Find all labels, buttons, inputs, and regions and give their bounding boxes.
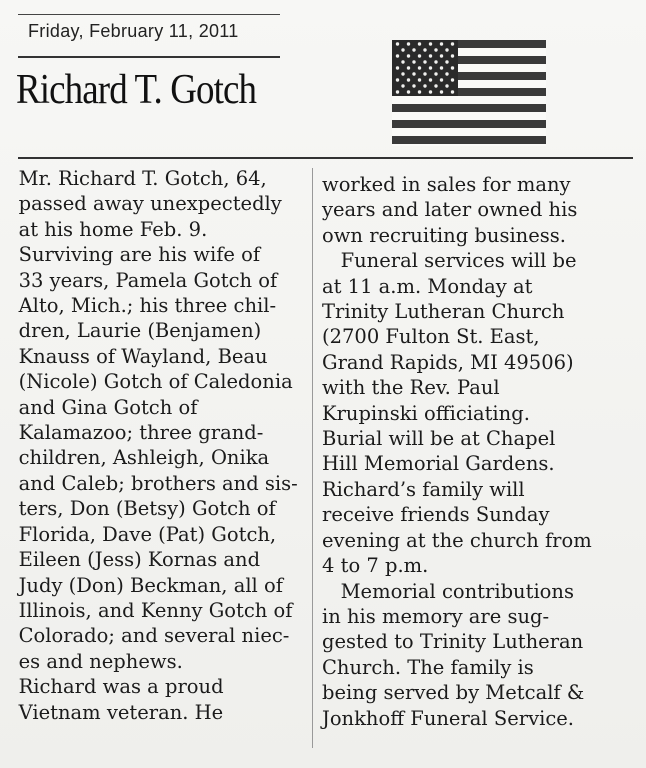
dateline-box: [18, 14, 280, 58]
text-line: Burial will be at Chapel: [322, 427, 556, 451]
text-line: Jonkhoff Funeral Service.: [322, 706, 574, 730]
text-line: in his memory are sug-: [322, 604, 550, 628]
text-line: Colorado; and several niec-: [0, 624, 290, 648]
text-line: Church. The family is: [322, 655, 534, 679]
text-line: Memorial contributions: [322, 579, 574, 603]
text-line: Surviving are his wife of: [0, 243, 261, 267]
text-line: Alto, Mich.; his three chil-: [0, 294, 277, 318]
text-line: Funeral services will be: [322, 249, 577, 273]
text-line: es and nephews.: [0, 649, 183, 673]
text-line: Krupinski officiating.: [322, 401, 530, 425]
text-line: and Gina Gotch of: [0, 395, 198, 419]
obituary-column-left: [0, 166, 298, 725]
text-line: gested to Trinity Lutheran: [322, 630, 584, 654]
text-line: being served by Metcalf &: [322, 681, 585, 705]
column-divider: [312, 168, 313, 748]
text-line: evening at the church from: [322, 528, 592, 552]
text-line: worked in sales for many: [322, 173, 571, 196]
text-line: Illinois, and Kenny Gotch of: [0, 598, 293, 622]
text-line: at 11 a.m. Monday at: [322, 274, 533, 298]
text-line: and Caleb; brothers and sis-: [0, 471, 298, 495]
text-line: (2700 Fulton St. East,: [322, 325, 540, 349]
obituary-column-right: [322, 172, 592, 731]
text-line: Grand Rapids, MI 49506): [322, 350, 574, 374]
text-line: with the Rev. Paul: [322, 376, 500, 400]
text-line: Eileen (Jess) Kornas and: [0, 548, 261, 572]
text-line: Knauss of Wayland, Beau: [0, 344, 268, 368]
text-line: Richard’s family will: [322, 477, 525, 501]
header-rule: [18, 157, 633, 159]
dateline: Friday, February 11, 2011: [28, 21, 239, 41]
text-line: receive friends Sunday: [322, 503, 550, 527]
text-line: children, Ashleigh, Onika: [0, 446, 270, 470]
text-line: 4 to 7 p.m.: [322, 554, 429, 578]
text-line: ters, Don (Betsy) Gotch of: [0, 497, 276, 521]
text-line: own recruiting business.: [322, 223, 566, 247]
text-line: 33 years, Pamela Gotch of: [0, 268, 278, 292]
text-line: Florida, Dave (Pat) Gotch,: [0, 522, 277, 546]
text-line: Vietnam veteran. He: [0, 700, 224, 724]
text-line: Hill Memorial Gardens.: [322, 452, 555, 476]
text-line: Kalamazoo; three grand-: [0, 421, 264, 445]
text-line: Mr. Richard T. Gotch, 64,: [0, 167, 267, 190]
text-line: Richard was a proud: [0, 675, 224, 699]
text-line: passed away unexpectedly: [0, 192, 282, 216]
text-line: Trinity Lutheran Church: [322, 300, 565, 324]
text-line: (Nicole) Gotch of Caledonia: [0, 370, 293, 394]
text-line: Judy (Don) Beckman, all of: [0, 573, 283, 597]
text-line: dren, Laurie (Benjamen): [0, 319, 262, 343]
american-flag-icon: [392, 40, 546, 146]
headline: Richard T. Gotch: [16, 67, 257, 113]
text-line: at his home Feb. 9.: [0, 217, 208, 241]
text-line: years and later owned his: [322, 198, 578, 222]
